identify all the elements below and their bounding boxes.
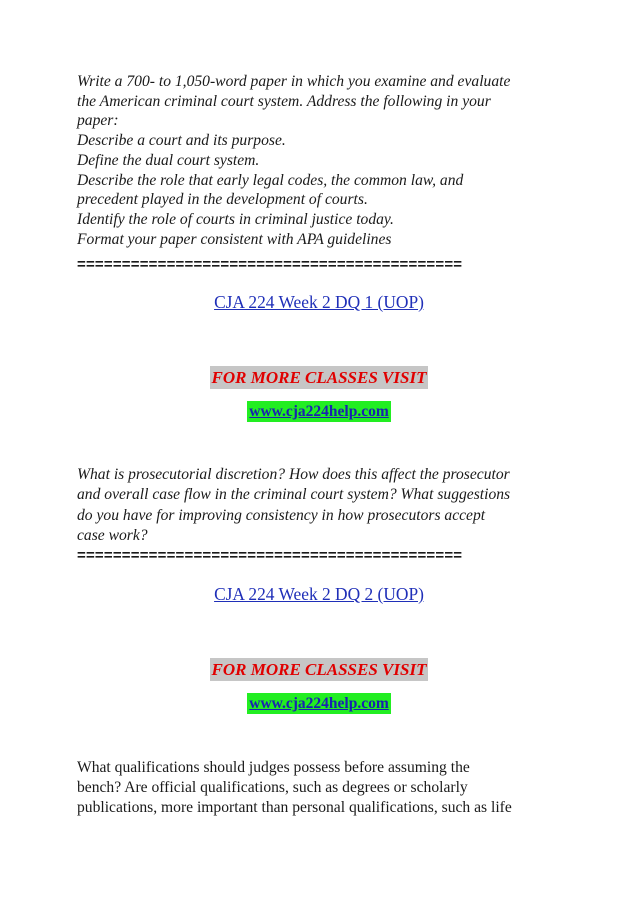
assignment-line: Write a 700- to 1,050-word paper in which you examine and evaluate bbox=[77, 73, 511, 90]
site-link[interactable]: www.cja224help.com bbox=[249, 403, 389, 420]
course-title-row bbox=[0, 292, 638, 313]
assignment-line: Format your paper consistent with APA guidelines bbox=[77, 230, 392, 248]
site-link-row bbox=[0, 693, 638, 714]
question-paragraph bbox=[77, 465, 577, 546]
assignment-line: the American criminal court system. Address the following in your bbox=[77, 92, 491, 110]
assignment-line: Define the dual court system. bbox=[77, 151, 260, 169]
visit-banner: FOR MORE CLASSES VISIT bbox=[211, 368, 427, 387]
question-line: and overall case flow in the criminal court system? What suggestions bbox=[77, 486, 511, 504]
assignment-line: Describe the role that early legal codes, the common law, and bbox=[77, 171, 464, 189]
question-line: bench? Are official qualifications, such as degrees or scholarly bbox=[77, 779, 468, 797]
assignment-paragraph bbox=[77, 72, 577, 249]
assignment-line: Identify the role of courts in criminal justice today. bbox=[77, 210, 394, 228]
site-link[interactable]: www.cja224help.com bbox=[249, 695, 389, 712]
assignment-line: precedent played in the development of courts. bbox=[77, 191, 368, 209]
assignment-line: Describe a court and its purpose. bbox=[77, 132, 286, 150]
question-line: What is prosecutorial discretion? How does this affect the prosecutor bbox=[77, 466, 510, 483]
visit-banner: FOR MORE CLASSES VISIT bbox=[211, 660, 427, 679]
question-line: do you have for improving consistency in how prosecutors accept bbox=[77, 506, 486, 524]
course-title-row bbox=[0, 584, 638, 605]
question-line: What qualifications should judges possess before assuming the bbox=[77, 759, 470, 776]
separator-rule: =========================================== bbox=[77, 547, 463, 564]
course-title-link[interactable]: CJA 224 Week 2 DQ 2 (UOP) bbox=[214, 584, 424, 604]
course-title-link[interactable]: CJA 224 Week 2 DQ 1 (UOP) bbox=[214, 292, 424, 312]
question-line: case work? bbox=[77, 526, 148, 544]
visit-banner-row bbox=[0, 658, 638, 681]
visit-banner-row bbox=[0, 366, 638, 389]
site-link-row bbox=[0, 401, 638, 422]
assignment-line: paper: bbox=[77, 112, 119, 130]
question-line: publications, more important than personal qualifications, such as life bbox=[77, 799, 512, 817]
separator-rule: =========================================== bbox=[77, 256, 463, 273]
question-paragraph bbox=[77, 758, 577, 819]
